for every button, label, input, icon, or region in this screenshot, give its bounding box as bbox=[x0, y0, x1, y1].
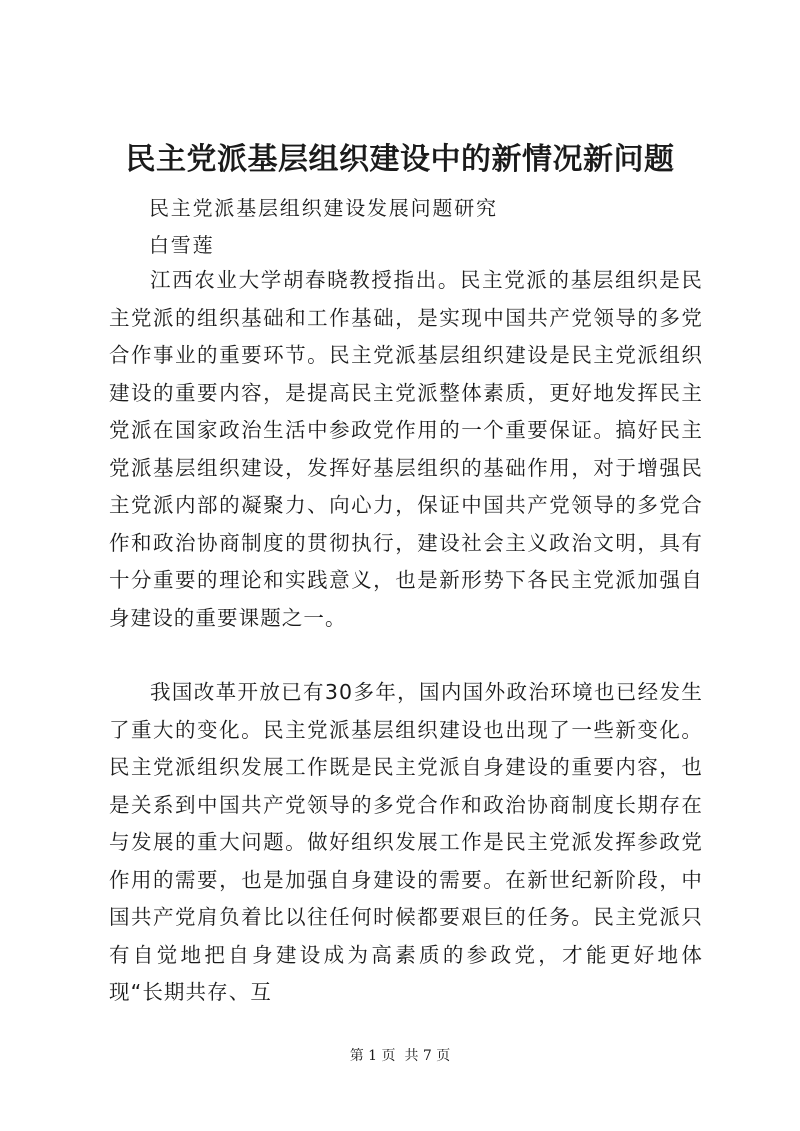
body-paragraph: 我国改革开放已有30多年，国内国外政治环境也已经发生了重大的变化。民主党派基层组织建设也出现了一些新变化。民主党派组织发展工作既是民主党派自身建设的重要内容，也是关系到中国共产党领导的多党合作和政治协商制度长期存在与发展的重大问题。做好组织发展工作是民主党派发挥参政党作用的需要，也是加强自身建设的需要。在新世纪新阶段，中国共产党肩负着比以往任何时候都要艰巨的任务。民主党派只有自觉地把自身建设成为高素质的参政党，才能更好地体现“长期共存、互 bbox=[109, 680, 703, 1004]
body-paragraph: 江西农业大学胡春晓教授指出。民主党派的基层组织是民主党派的组织基础和工作基础，是实现中国共产党领导的多党合作事业的重要环节。民主党派基层组织建设是民主党派组织建设的重要内容，是提高民主党派整体素质，更好地发挥民主党派在国家政治生活中参政党作用的一个重要保证。搞好民主党派基层组织建设，发挥好基层组织的基础作用，对于增强民主党派内部的凝聚力、向心力，保证中国共产党领导的多党合作和政治协商制度的贯彻执行，建设社会主义政治文明，具有十分重要的理论和实践意义，也是新形势下各民主党派加强自身建设的重要课题之一。 bbox=[109, 268, 703, 630]
page-footer: 第 1 页 共 7 页 bbox=[349, 1048, 451, 1064]
document-author: 白雪莲 bbox=[149, 233, 215, 257]
document-title: 民主党派基层组织建设中的新情况新问题 bbox=[125, 142, 675, 177]
document-subtitle: 民主党派基层组织建设发展问题研究 bbox=[149, 196, 498, 220]
